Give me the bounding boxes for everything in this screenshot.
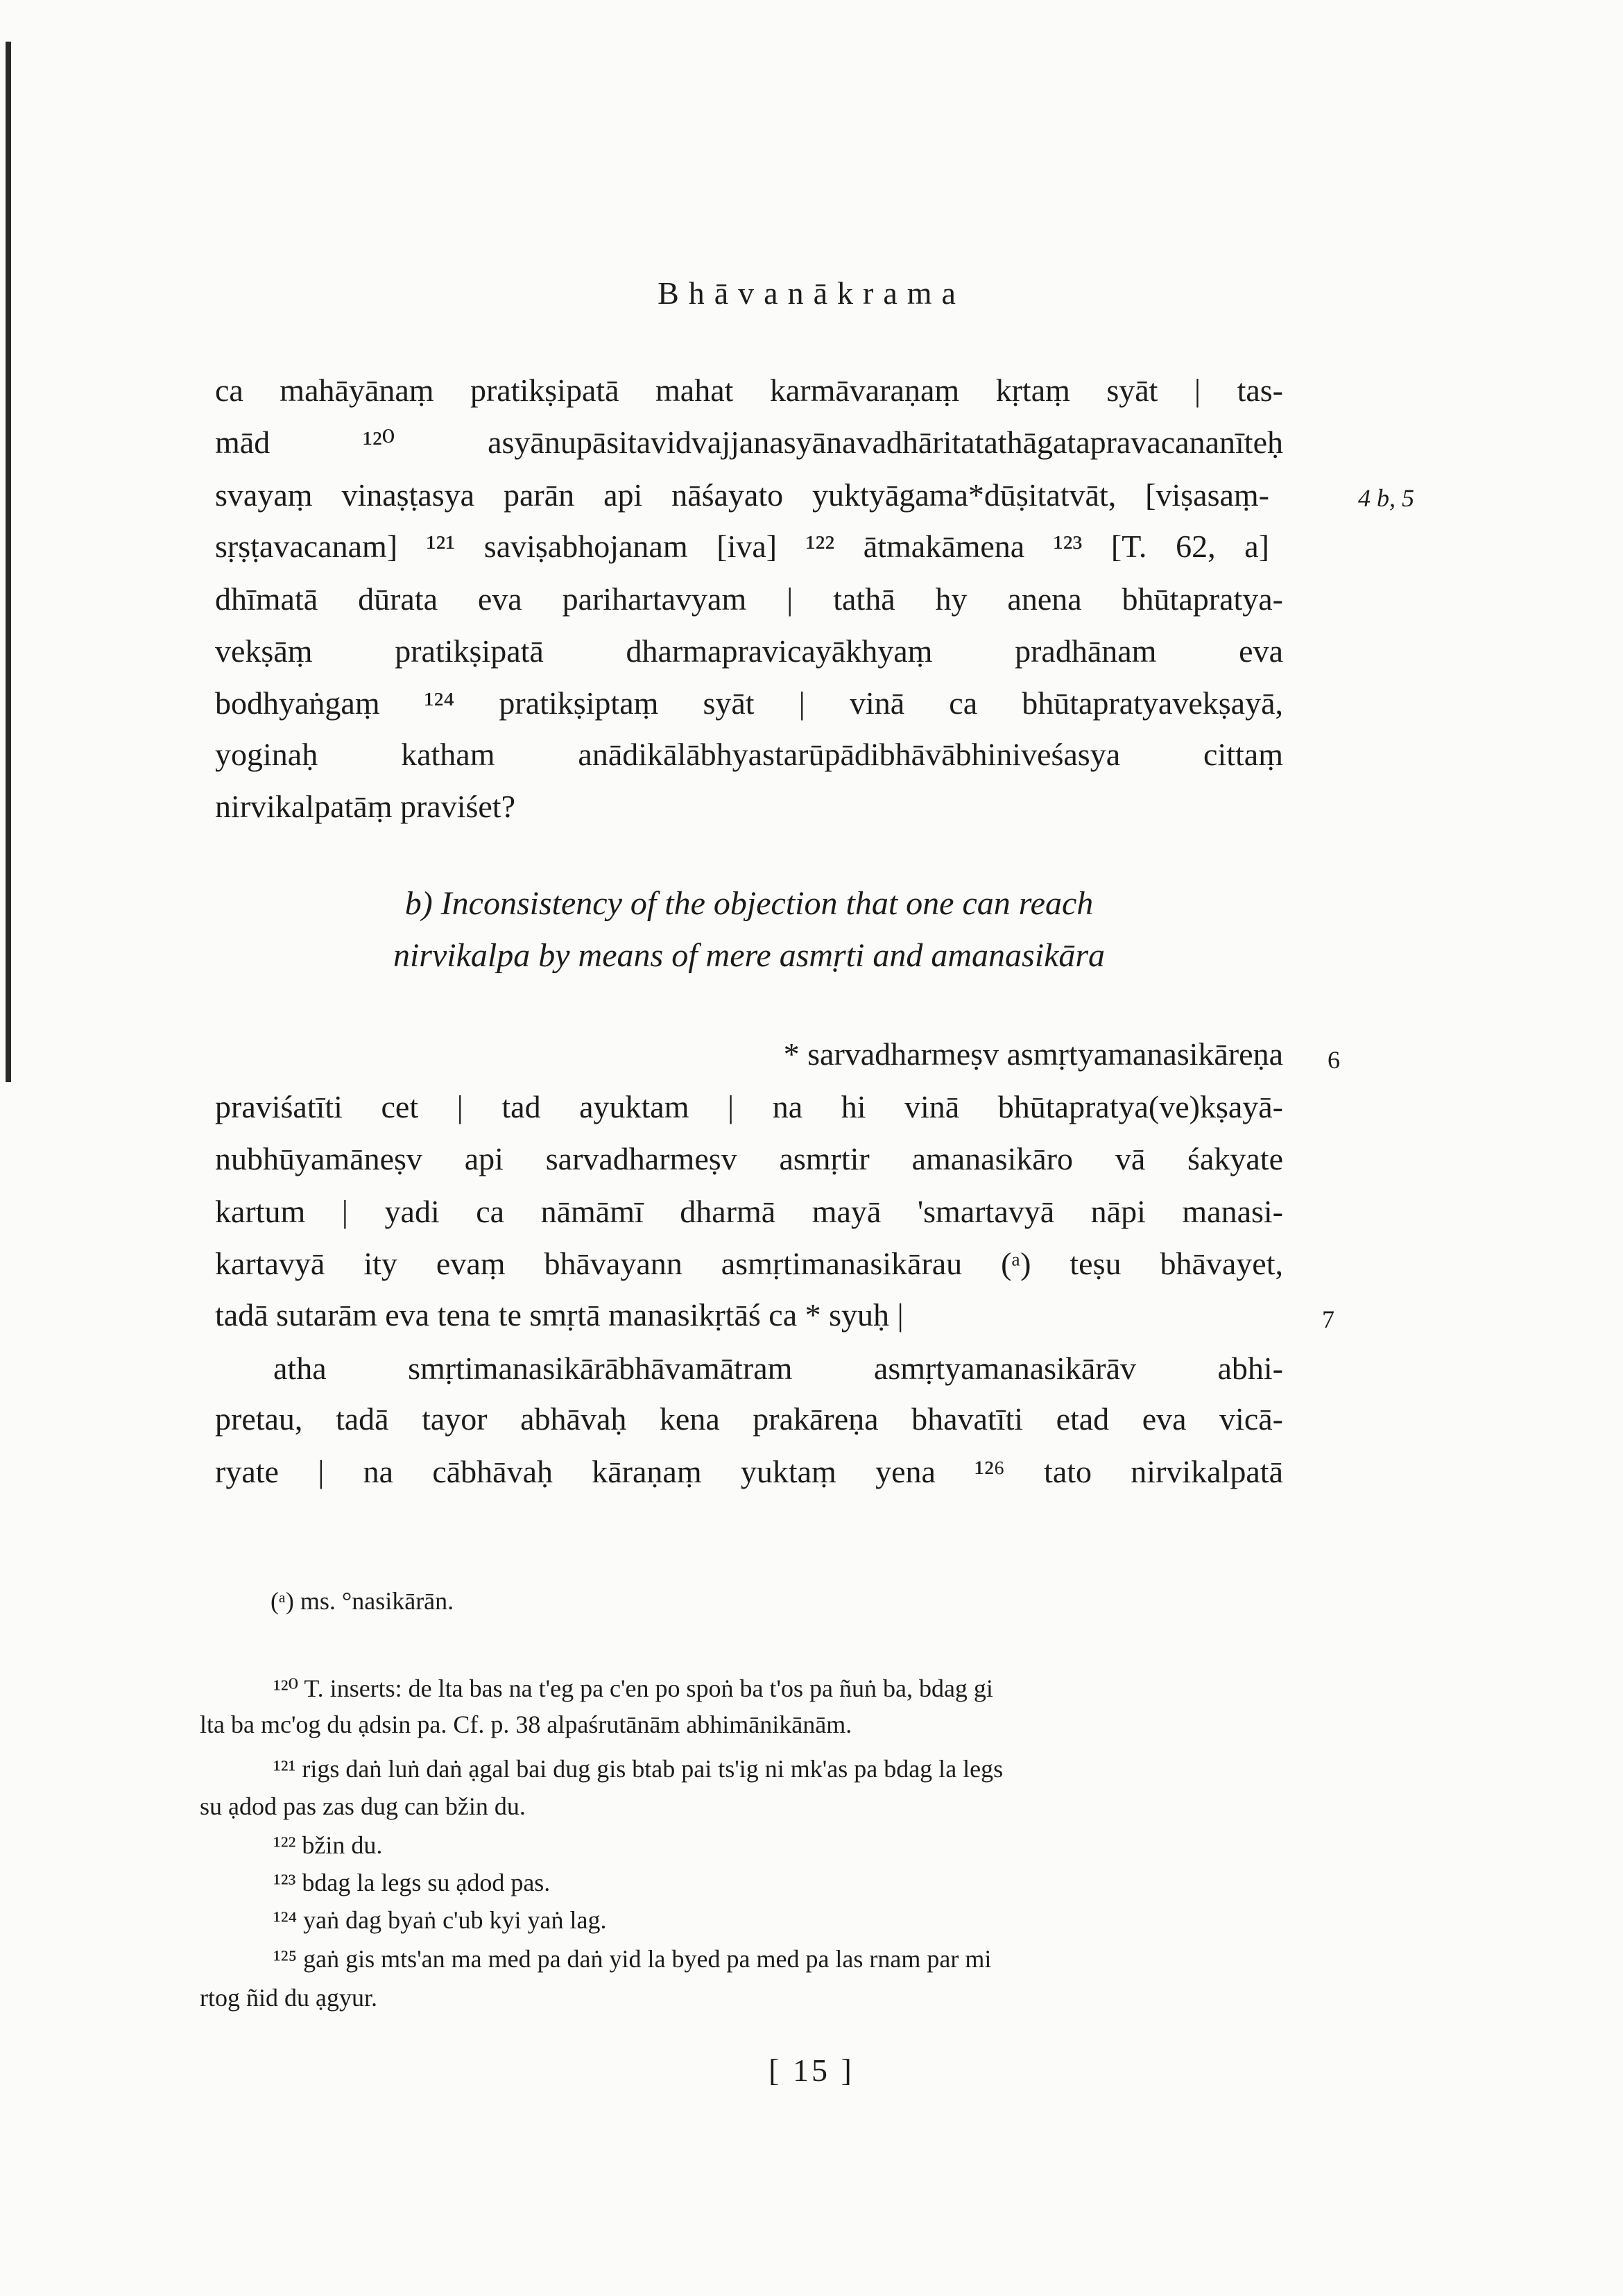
main-text-line: yoginaḥ katham anādikālābhyastarūpādibhāvābhiniveśasya cittaṃ	[215, 737, 1283, 772]
main-text-line: svayaṃ vinaṣṭasya parān api nāśayato yuktyāgama*dūṣitatvāt, [viṣasaṃ-	[215, 477, 1269, 513]
section-text-line: ryate | na cābhāvaḥ kāraṇaṃ yuktaṃ yena ¹²⁶ tato nirvikalpatā	[215, 1454, 1283, 1489]
margin-reference: 6	[1328, 1046, 1340, 1074]
main-text-line: bodhyaṅgaṃ ¹²⁴ pratikṣiptaṃ syāt | vinā ca bhūtapratyavekṣayā,	[215, 685, 1283, 721]
section-text-line: kartum | yadi ca nāmāmī dharmā mayā 'smartavyā nāpi manasi-	[215, 1194, 1283, 1229]
main-text-line: sṛṣṭavacanam] ¹²¹ saviṣabhojanam [iva] ¹²² ātmakāmena ¹²³ [T. 62, a]	[215, 529, 1269, 564]
footnote-line: su ạdod pas zas dug can bžin du.	[200, 1792, 526, 1820]
margin-reference: 4 b, 5	[1358, 484, 1414, 512]
main-text-line: ca mahāyānaṃ pratikṣipatā mahat karmāvaraṇaṃ kṛtaṃ syāt | tas-	[215, 372, 1283, 408]
footnote-line: ¹²³ bdag la legs su ạdod pas.	[273, 1869, 551, 1896]
page-number: [ 15 ]	[768, 2053, 855, 2088]
running-head: Bhāvanākrama	[658, 275, 965, 311]
footnote-line: ¹²⁵ gaṅ gis mts'an ma med pa daṅ yid la byed pa med pa las rnam par mi	[273, 1945, 992, 1973]
section-text-line: kartavyā ity evaṃ bhāvayann asmṛtimanasikārau (ᵃ) teṣu bhāvayet,	[215, 1246, 1283, 1281]
section-heading-line: b) Inconsistency of the objection that one can reach	[404, 885, 1094, 922]
main-text-line: vekṣāṃ pratikṣipatā dharmapravicayākhyaṃ pradhānam eva	[215, 633, 1283, 669]
footnote-line: ¹²¹ rigs daṅ luṅ daṅ ạgal bai dug gis btab pai ts'ig ni mk'as pa bdag la legs	[273, 1755, 1004, 1783]
section-text-line: praviśatīti cet | tad ayuktam | na hi vinā bhūtapratya(ve)kṣayā-	[215, 1089, 1283, 1124]
main-text-line: mād ¹²⁰ asyānupāsitavidvajjanasyānavadhāritatathāgatapravacananīteḥ	[215, 425, 1283, 460]
footnote-line: ¹²⁴ yaṅ dag byaṅ c'ub kyi yaṅ lag.	[273, 1906, 607, 1934]
section-text-line: atha smṛtimanasikārābhāvamātram asmṛtyamanasikārāv abhi-	[273, 1351, 1283, 1386]
margin-reference: 7	[1322, 1305, 1334, 1333]
binding-shadow	[6, 42, 11, 1082]
main-text-line: dhīmatā dūrata eva parihartavyam | tathā hy anena bhūtapratya-	[215, 581, 1283, 617]
section-text-line: pretau, tadā tayor abhāvaḥ kena prakāreṇa bhavatīti etad eva vicā-	[215, 1401, 1283, 1437]
main-text-line: nirvikalpatāṃ praviśet?	[215, 789, 516, 824]
footnote-line: rtog ñid du ạgyur.	[200, 1984, 377, 2012]
footnote-line: ¹²⁰ T. inserts: de lta bas na t'eg pa c'en po spoṅ ba t'os pa ñuṅ ba, bdag gi	[273, 1674, 993, 1702]
section-text-line: tadā sutarām eva tena te smṛtā manasikṛtāś ca * syuḥ |	[215, 1297, 904, 1333]
section-heading-line: nirvikalpa by means of mere asmṛti and amanasikāra	[393, 937, 1106, 974]
section-text-line: * sarvadharmeṣv asmṛtyamanasikāreṇa	[783, 1036, 1283, 1072]
apparatus-note: (ᵃ) ms. °nasikārān.	[270, 1587, 454, 1615]
footnote-line: ¹²² bžin du.	[273, 1831, 383, 1859]
section-text-line: nubhūyamāneṣv api sarvadharmeṣv asmṛtir amanasikāro vā śakyate	[215, 1141, 1283, 1176]
footnote-line: lta ba mc'og du ạdsin pa. Cf. p. 38 alpaśrutānām abhimānikānām.	[200, 1711, 852, 1738]
